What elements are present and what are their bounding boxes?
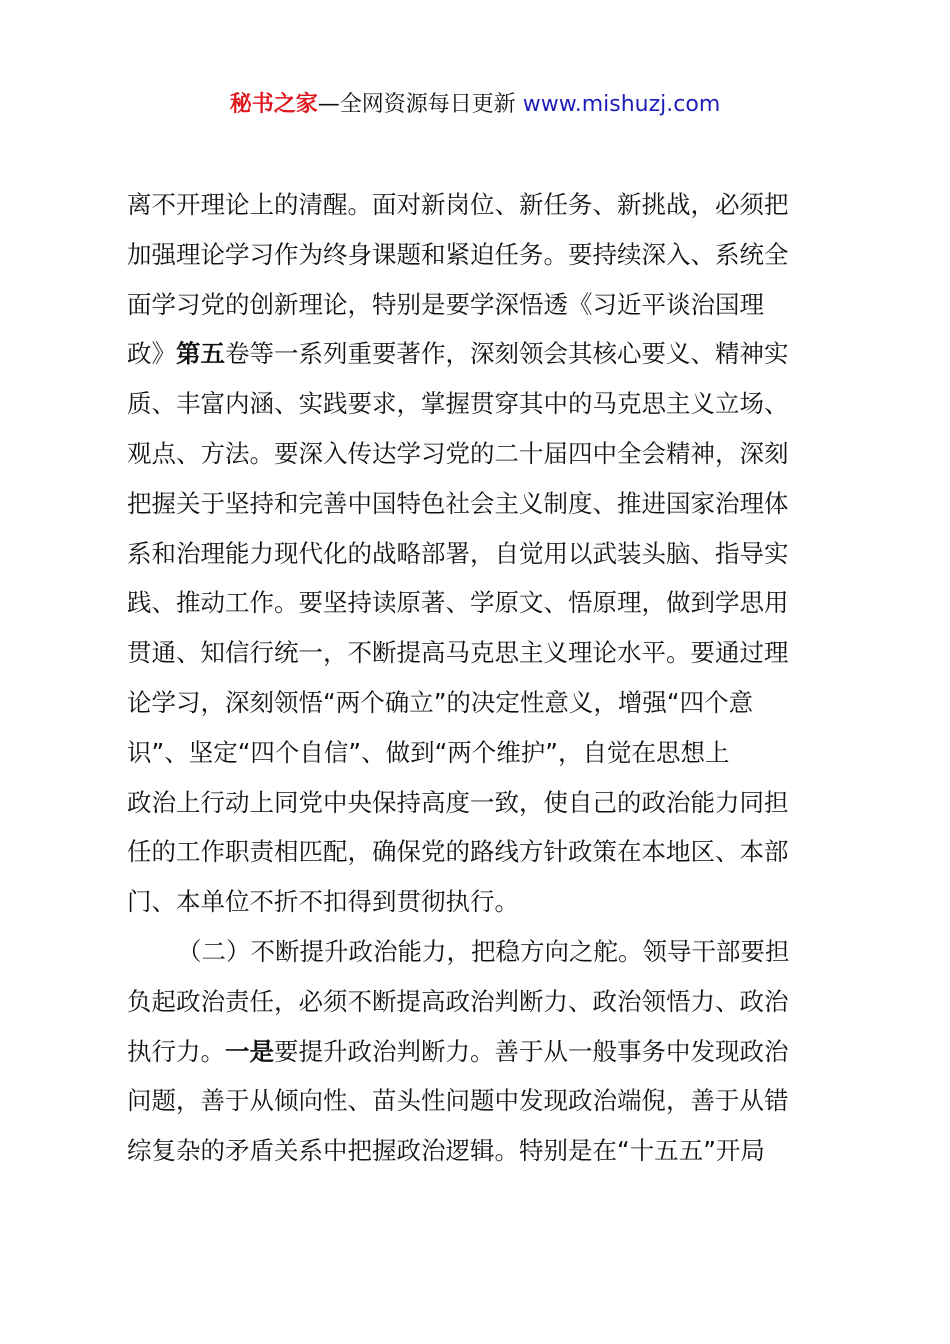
text-run: 执行力。 <box>127 1036 225 1066</box>
text-line: 质、丰富内涵、实践要求，掌握贯穿其中的马克思主义立场、 <box>127 389 789 419</box>
text-line: 离不开理论上的清醒。面对新岗位、新任务、新挑战，必须把 <box>127 190 789 219</box>
text-line: 政治上行动上同党中央保持高度一致，使自己的政治能力同担 <box>127 787 789 817</box>
text-line <box>127 1027 832 1077</box>
text-run: 卷等一系列重要著作，深刻领会其核心要义、精神实 <box>225 339 789 369</box>
text-line: 论学习，深刻领悟“两个确立”的决定性意义，增强“四个意 <box>127 687 754 717</box>
text-line: 任的工作职责相匹配，确保党的路线方针政策在本地区、本部 <box>127 837 789 867</box>
text-line: 观点、方法。要深入传达学习党的二十届四中全会精神，深刻 <box>127 438 789 468</box>
text-line: 贯通、知信行统一，不断提高马克思主义理论水平。要通过理 <box>127 638 789 668</box>
text-line: 系和治理能力现代化的战略部署，自觉用以武装头脑、指导实 <box>127 538 789 568</box>
text-run: 要提升政治判断力。善于从一般事务中发现政治 <box>274 1036 789 1066</box>
section-heading-line: （二）不断提升政治能力，把稳方向之舵。领导干部要担 <box>177 936 790 966</box>
site-tagline: —全网资源每日更新 <box>317 92 516 117</box>
text-line: 面学习党的创新理论，特别是要学深悟透《习近平谈治国理 <box>127 289 764 319</box>
document-body <box>127 180 832 1176</box>
text-line: 负起政治责任，必须不断提高政治判断力、政治领悟力、政治 <box>127 986 789 1016</box>
site-url-link[interactable]: www.mishuzj.com <box>522 92 721 117</box>
text-line: 综复杂的矛盾关系中把握政治逻辑。特别是在“十五五”开局 <box>127 1136 765 1166</box>
site-brand: 秘书之家 <box>229 92 318 117</box>
text-line: 识”、坚定“四个自信”、做到“两个维护”，自觉在思想上 <box>127 737 730 767</box>
text-line: 践、推动工作。要坚持读原著、学原文、悟原理，做到学思用 <box>127 588 789 618</box>
text-line: 把握关于坚持和完善中国特色社会主义制度、推进国家治理体 <box>127 488 789 518</box>
text-line: 问题，善于从倾向性、苗头性问题中发现政治端倪，善于从错 <box>127 1086 789 1116</box>
text-line: 加强理论学习作为终身课题和紧迫任务。要持续深入、系统全 <box>127 239 789 269</box>
text-line <box>127 329 832 379</box>
text-line: 门、本单位不折不扣得到贯彻执行。 <box>127 887 519 917</box>
bold-text-run: 第五 <box>176 339 225 369</box>
site-header <box>0 90 950 120</box>
bold-text-run: 一是 <box>225 1036 274 1066</box>
text-run: 政》 <box>127 339 176 369</box>
